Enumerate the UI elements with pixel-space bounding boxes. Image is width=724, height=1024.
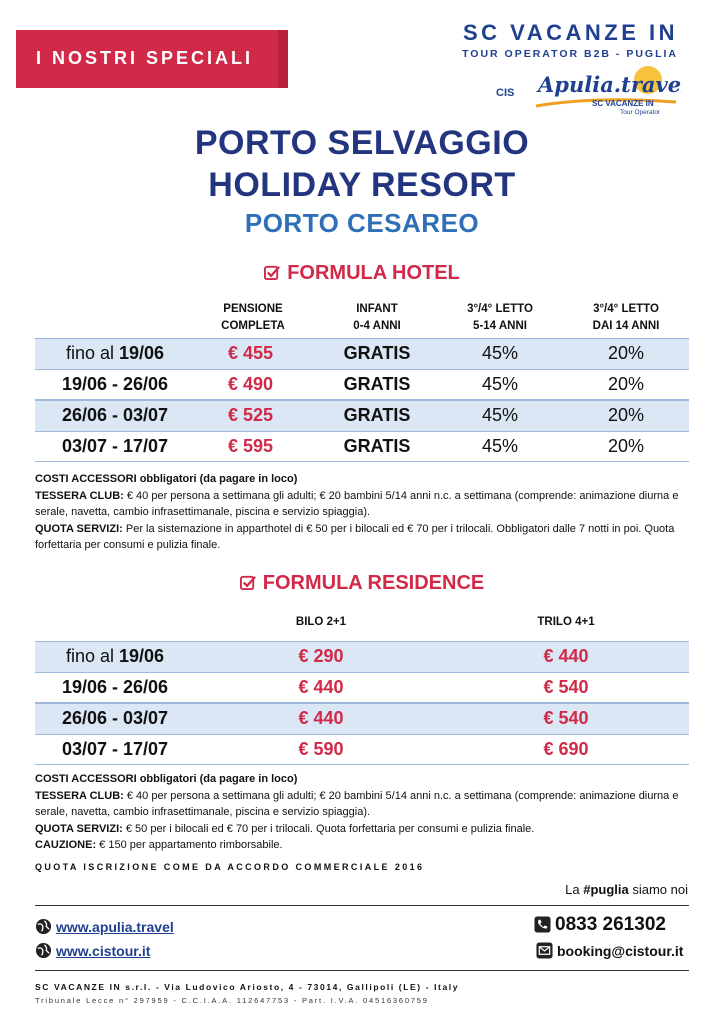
hotel-row-price: € 490 (228, 374, 274, 394)
logo-apulia-text: Apulia.travel (538, 72, 682, 97)
residence-row-trilo: € 540 (543, 708, 589, 728)
phone-contact[interactable] (534, 914, 666, 936)
col-header-letto-5-14: 3°/4° LETTO 5-14 ANNI (467, 303, 533, 332)
apulia-travel-logo (496, 62, 682, 120)
residence-row-bilo: € 440 (298, 677, 344, 697)
logo-to-text: Tour Operator (620, 109, 661, 116)
globe-icon (35, 918, 52, 935)
website-apulia-link[interactable]: www.apulia.travel (56, 919, 174, 935)
cauzione-text: € 150 per appartamento rimborsabile. (96, 839, 283, 851)
hotel-row-infant: GRATIS (343, 343, 411, 363)
residence-row-bilo: € 440 (298, 708, 344, 728)
hotel-row-date: fino al 19/06 (65, 343, 165, 363)
residence-row-date: 19/06 - 26/06 (61, 677, 169, 697)
notes-title: COSTI ACCESSORI obbligatori (da pagare in loco) (35, 773, 298, 785)
residence-row-bilo: € 590 (298, 739, 344, 759)
website-apulia[interactable] (35, 918, 174, 935)
cauzione-label: CAUZIONE: (35, 839, 97, 851)
slogan: La #puglia siamo noi (565, 882, 688, 897)
location-title: PORTO CESAREO (244, 208, 480, 238)
col-header-letto-14: 3°/4° LETTO DAI 14 ANNI (592, 303, 660, 332)
logo-sc-text: SC VACANZE IN (592, 99, 654, 108)
hotel-name-line1: PORTO SELVAGGIO (194, 124, 530, 162)
residence-row-trilo: € 690 (543, 739, 589, 759)
formula-residence-title: FORMULA RESIDENCE (262, 572, 485, 594)
hotel-row-price: € 455 (228, 343, 274, 363)
footer-company: SC VACANZE IN s.r.l. - Via Ludovico Ariosto, 4 - 73014, Gallipoli (LE) - Italy (35, 982, 460, 992)
hotel-notes (35, 471, 695, 554)
divider (35, 970, 689, 971)
hotel-row-letto-14: 20% (607, 343, 645, 363)
col-header-bilo: BILO 2+1 (295, 616, 347, 628)
residence-row-date: fino al 19/06 (65, 646, 165, 666)
phone-icon (534, 916, 551, 933)
quota-servizi-text: € 50 per i bilocali ed € 70 per i trilocali. Quota forfettaria per consumi e pulizia finale. (122, 822, 535, 835)
hotel-row-date: 26/06 - 03/07 (61, 405, 169, 425)
tessera-text: € 40 per persona a settimana gli adulti; € 20 bambini 5/14 anni n.c. a settimana (comprende: animazione diurna e serale, navetta, cambio infrasettimanale, piscina e servizio spiaggia). (35, 489, 679, 518)
hotel-name-line2: HOLIDAY RESORT (208, 166, 516, 204)
formula-hotel-heading (0, 262, 724, 285)
footer-registry: Tribunale Lecce n° 297959 - C.C.I.A.A. 112647753 - Part. I.V.A. 04516360759 (35, 996, 429, 1005)
hotel-row-infant: GRATIS (343, 405, 411, 425)
logo-cis-text: CIS (496, 87, 515, 99)
quota-servizi-label: QUOTA SERVIZI: (35, 822, 123, 835)
quota-servizi-text: Per la sistemazione in apparthotel di € 50 per i bilocali ed € 70 per i trilocali. Obbligatori dalle 7 notti in poi. Quota forfettaria per consumi e pulizia finale. (35, 522, 675, 551)
hotel-row-letto-14: 20% (607, 405, 645, 425)
email-contact[interactable] (536, 942, 683, 959)
residence-row-date: 26/06 - 03/07 (61, 708, 169, 728)
email-icon (536, 942, 553, 959)
website-cistour[interactable] (35, 942, 150, 959)
website-cistour-link[interactable]: www.cistour.it (56, 943, 151, 959)
email-address: booking@cistour.it (557, 943, 684, 959)
hotel-row-price: € 525 (228, 405, 274, 425)
brand-title: SC VACANZE IN (463, 20, 678, 45)
residence-row-trilo: € 440 (543, 646, 589, 666)
hotel-row-letto-5-14: 45% (481, 374, 519, 394)
hotel-row-letto-14: 20% (607, 436, 645, 456)
divider (35, 905, 689, 906)
formula-residence-heading (0, 572, 724, 595)
hotel-row-letto-14: 20% (607, 374, 645, 394)
tessera-label: TESSERA CLUB: (35, 789, 124, 802)
residence-row-trilo: € 540 (543, 677, 589, 697)
hotel-row-infant: GRATIS (343, 436, 411, 456)
tessera-text: € 40 per persona a settimana gli adulti; € 20 bambini 5/14 anni n.c. a settimana (comprende: animazione diurna e serale, navetta, cambio infrasettimanale, piscina e servizio spiaggia). (35, 789, 679, 818)
globe-icon (35, 942, 52, 959)
residence-row-date: 03/07 - 17/07 (61, 739, 169, 759)
checkbox-icon (240, 574, 257, 591)
hotel-row-letto-5-14: 45% (481, 436, 519, 456)
col-header-pensione: PENSIONE COMPLETA (221, 303, 285, 332)
col-header-trilo: TRILO 4+1 (537, 616, 595, 628)
quota-servizi-label: QUOTA SERVIZI: (35, 522, 123, 535)
tessera-label: TESSERA CLUB: (35, 489, 124, 502)
hotel-row-letto-5-14: 45% (481, 405, 519, 425)
quota-iscrizione: QUOTA ISCRIZIONE COME DA ACCORDO COMMERCIALE 2016 (35, 862, 425, 872)
brand-subtitle: TOUR OPERATOR B2B - PUGLIA (462, 48, 678, 60)
hotel-row-infant: GRATIS (343, 374, 411, 394)
formula-hotel-title: FORMULA HOTEL (287, 262, 460, 284)
col-header-infant: INFANT 0-4 ANNI (353, 303, 401, 332)
hotel-row-date: 03/07 - 17/07 (61, 436, 169, 456)
hotel-row-date: 19/06 - 26/06 (61, 374, 169, 394)
phone-number: 0833 261302 (555, 914, 666, 935)
residence-row-bilo: € 290 (298, 646, 344, 666)
residence-notes (35, 771, 695, 854)
speciali-banner-label: I NOSTRI SPECIALI (36, 48, 254, 68)
hotel-row-price: € 595 (228, 436, 274, 456)
checkbox-icon (264, 264, 281, 281)
hotel-row-letto-5-14: 45% (481, 343, 519, 363)
notes-title: COSTI ACCESSORI obbligatori (da pagare in loco) (35, 473, 298, 485)
